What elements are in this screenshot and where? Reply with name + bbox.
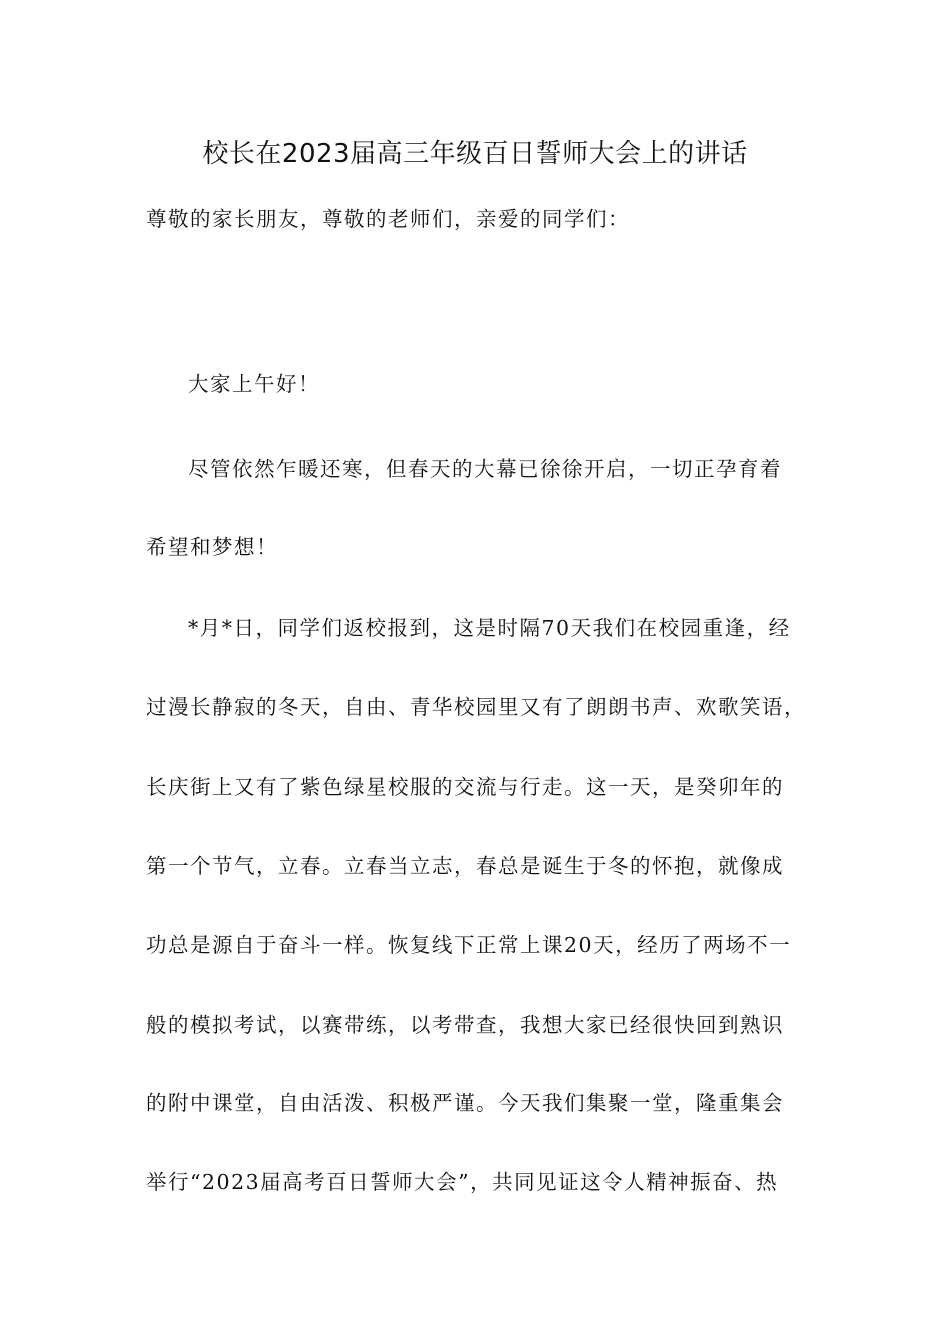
paragraph-line: 功总是源自于奋斗一样。恢复线下正常上课20天，经历了两场不一 (146, 933, 792, 957)
paragraph-line: 般的模拟考试，以赛带练，以考带查，我想大家已经很快回到熟识 (146, 1013, 784, 1037)
paragraph-line: 第一个节气，立春。立春当立志，春总是诞生于冬的怀抱，就像成 (146, 854, 784, 878)
paragraph-line: 长庆街上又有了紫色绿星校服的交流与行走。这一天，是癸卯年的 (146, 775, 784, 799)
paragraph-line: 希望和梦想！ (146, 535, 278, 559)
salutation-line: 尊敬的家长朋友，尊敬的老师们，亲爱的同学们： (146, 207, 630, 231)
document-title: 校长在2023届高三年级百日誓师大会上的讲话 (202, 139, 748, 169)
paragraph-line: *月*日，同学们返校报到，这是时隔70天我们在校园重逢，经 (188, 616, 791, 640)
greeting-line: 大家上午好！ (188, 372, 320, 396)
paragraph-line: 过漫长静寂的冬天，自由、青华校园里又有了朗朗书声、欢歌笑语， (146, 695, 806, 719)
paragraph-line: 尽管依然乍暖还寒，但春天的大幕已徐徐开启，一切正孕育着 (188, 457, 782, 481)
paragraph-line: 的附中课堂，自由活泼、积极严谨。今天我们集聚一堂，隆重集会 (146, 1091, 784, 1115)
paragraph-line: 举行“2023届高考百日誓师大会”，共同见证这令人精神振奋、热 (146, 1170, 779, 1194)
